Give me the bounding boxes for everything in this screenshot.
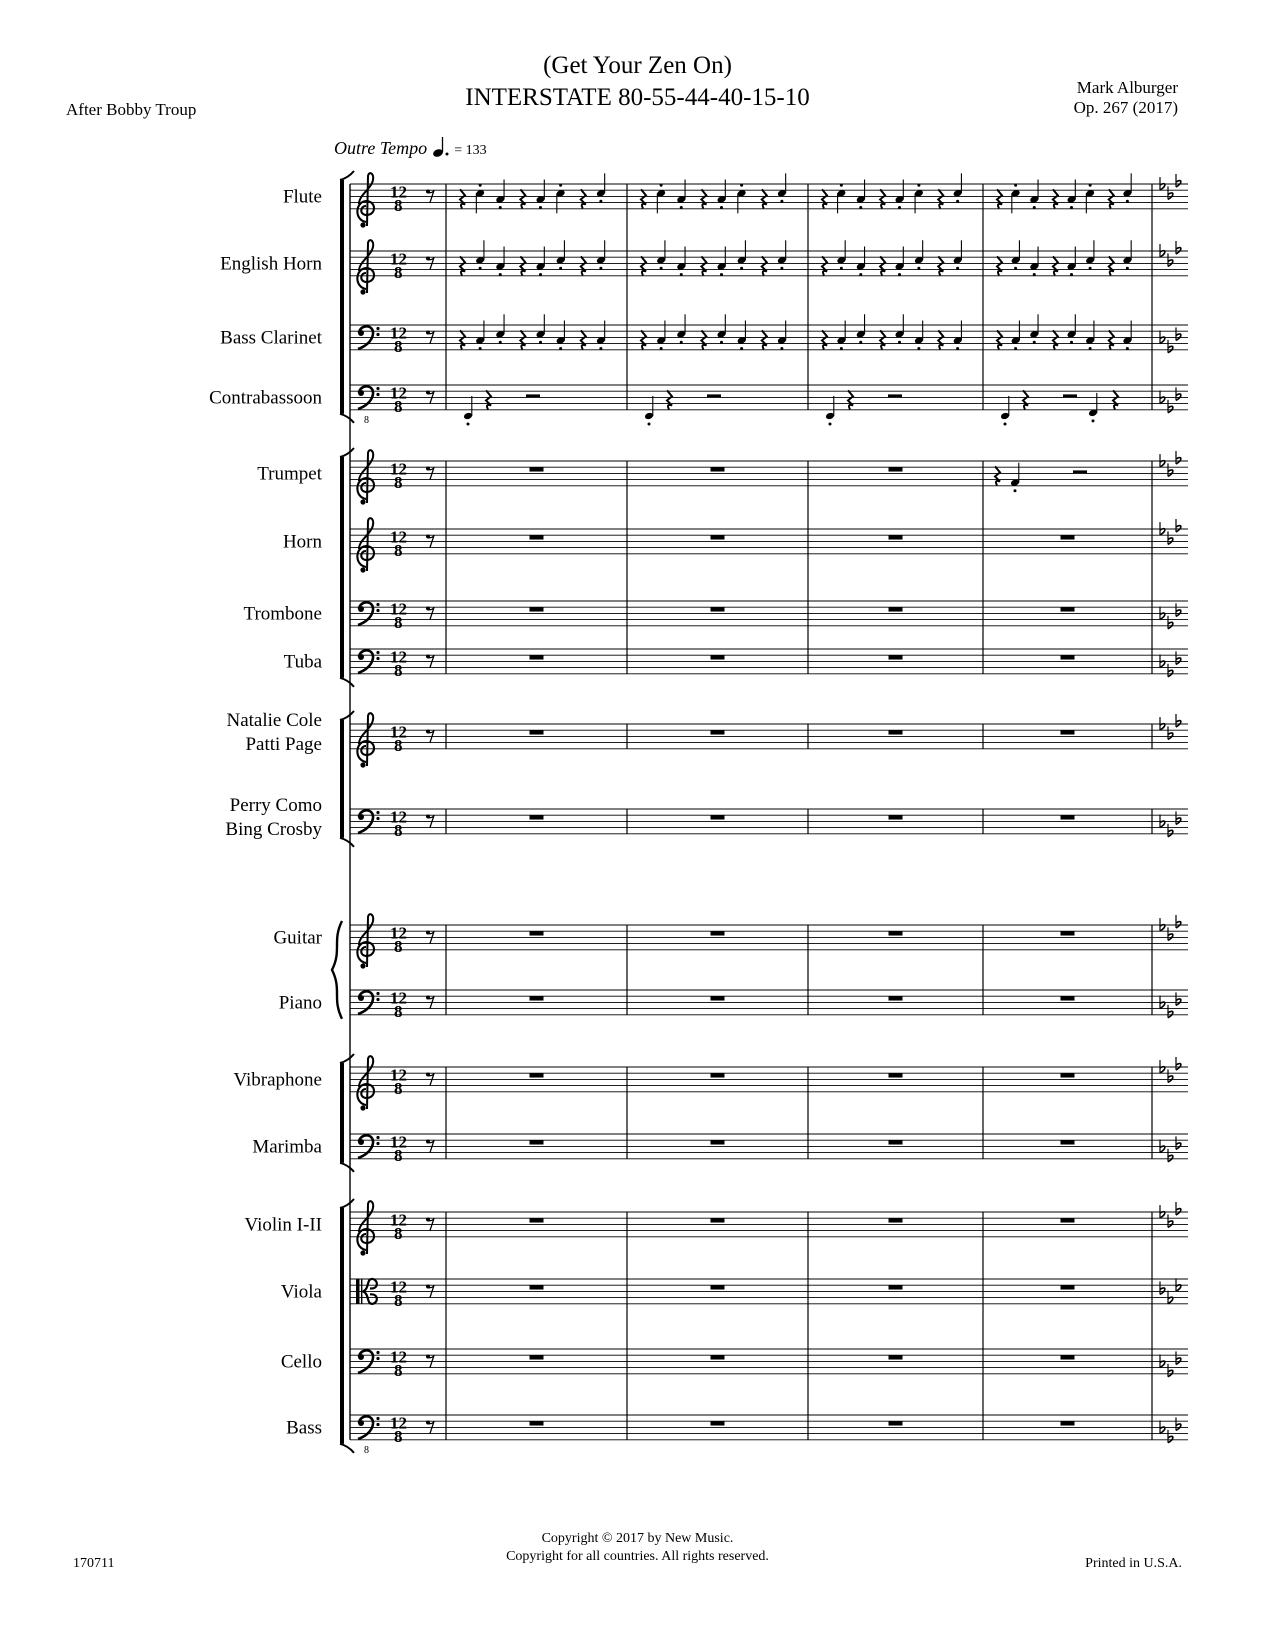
measure-notes [822,314,963,350]
printed-in: Printed in U.S.A. [1085,1556,1182,1571]
time-signature-bottom: 8 [394,660,403,680]
eighth-rest-icon [426,1139,434,1152]
treble-clef-icon [357,713,374,767]
time-signature-top: 12 [390,323,407,343]
tempo-text: Outre Tempo [334,138,428,158]
staff-tuba [284,647,1188,679]
time-signature-top: 12 [390,459,407,479]
flat-icon [1160,451,1181,476]
whole-rest-icon [530,1218,544,1222]
whole-rest-icon [530,655,544,659]
eighth-rest-icon [426,814,434,827]
time-signature-top: 12 [390,527,407,547]
treble-clef-icon [357,914,374,968]
staff-voice-2 [225,795,1188,840]
eighth-rest-icon [426,466,434,479]
instrument-name: Contrabassoon [209,387,322,409]
instrument-name: Bass Clarinet [220,327,322,349]
staff-violin [245,1201,1188,1255]
staff-marimba [252,1132,1188,1164]
whole-rest-icon [530,607,544,611]
copyright-notice [0,1530,1275,1566]
time-signature-bottom: 8 [394,1223,403,1243]
instrument-name: Horn [282,531,322,553]
whole-rest-icon [711,931,725,935]
whole-rest-icon [1061,1421,1075,1425]
whole-rest-icon [530,467,544,471]
time-signature-bottom: 8 [394,472,403,492]
measure-notes [822,240,963,276]
staff-piano [279,988,1188,1020]
time-signature-top: 12 [390,182,407,202]
time-signature-top: 12 [390,1413,407,1433]
instrument-name: Viola [280,1281,322,1303]
staff-bass-clarinet [220,314,1188,356]
time-signature-top: 12 [390,1065,407,1085]
staff-english-horn [220,240,1188,294]
eighth-rest-icon [426,390,434,403]
staff-contrabassoon [209,383,1188,425]
whole-rest-icon [889,730,903,734]
measure-notes [460,173,606,213]
copyright-line-2: Copyright for all countries. All rights reserved. [506,1549,769,1564]
whole-rest-icon [1061,1355,1075,1359]
whole-rest-icon [889,931,903,935]
section-bracket [340,448,354,687]
instrument-name: Vibraphone [233,1069,322,1091]
eighth-rest-icon [426,1072,434,1085]
eighth-rest-icon [426,534,434,547]
piano-brace [332,921,342,1019]
whole-rest-icon [1061,607,1075,611]
time-signature-top: 12 [390,722,407,742]
eighth-rest-icon [426,654,434,667]
whole-rest-icon [530,730,544,734]
flat-icon [1160,174,1181,199]
time-signature-bottom: 8 [394,262,403,282]
instrument-name: Trombone [243,603,322,625]
whole-rest-icon [530,931,544,935]
whole-rest-icon [889,815,903,819]
instrument-name: Marimba [252,1136,322,1158]
eighth-rest-icon [426,1354,434,1367]
whole-rest-icon [530,1421,544,1425]
time-signature-bottom: 8 [394,735,403,755]
whole-rest-icon [711,467,725,471]
whole-rest-icon [530,1355,544,1359]
measure-notes [641,314,787,350]
staff-vibraphone [233,1056,1188,1110]
time-signature-bottom: 8 [394,1426,403,1446]
instrument-name: Bass [286,1417,322,1439]
whole-rest-icon [530,1140,544,1144]
copyright-line-1: Copyright © 2017 by New Music. [541,1531,734,1546]
time-signature-bottom: 8 [394,540,403,560]
whole-rest-icon [530,1073,544,1077]
time-signature-top: 12 [390,1132,407,1152]
whole-rest-icon [889,1073,903,1077]
staff-voice-1 [227,710,1189,768]
whole-rest-icon [1061,1218,1075,1222]
staff-flute [283,173,1188,227]
staff-bass [286,1413,1188,1455]
whole-rest-icon [711,1421,725,1425]
whole-rest-icon [711,535,725,539]
time-signature-bottom: 8 [394,1360,403,1380]
whole-rest-icon [1061,1285,1075,1289]
whole-rest-icon [711,996,725,1000]
measure-notes [1000,390,1118,425]
staff-cello [281,1347,1188,1379]
whole-rest-icon [1061,655,1075,659]
time-signature-top: 12 [390,249,407,269]
whole-rest-icon [1061,535,1075,539]
whole-rest-icon [1061,815,1075,819]
time-signature-top: 12 [390,383,407,403]
opus-number: Op. 267 (2017) [1073,98,1178,117]
time-signature-top: 12 [390,599,407,619]
time-signature-bottom: 8 [394,612,403,632]
whole-rest-icon [711,1355,725,1359]
measure-notes [460,240,606,276]
title-line-1: (Get Your Zen On) [543,52,732,79]
whole-rest-icon [711,607,725,611]
measure-notes [641,240,787,276]
measure-notes [644,390,721,425]
flat-icon [1160,1202,1181,1227]
instrument-name: Guitar [273,927,322,949]
whole-rest-icon [711,1140,725,1144]
instrument-name: Perry Como [229,795,322,816]
time-signature-top: 12 [390,1347,407,1367]
eighth-rest-icon [426,606,434,619]
measure-notes [825,390,902,425]
treble-clef-icon [357,173,374,227]
measure-notes [997,173,1132,213]
flat-icon [1160,241,1181,266]
instrument-name-2: Bing Crosby [225,819,322,840]
eighth-rest-icon [426,330,434,343]
bass-clef-icon [358,1416,380,1455]
composer-name: Mark Alburger [1076,78,1178,97]
whole-rest-icon [889,607,903,611]
treble-clef-icon [357,450,374,504]
time-signature-top: 12 [390,1210,407,1230]
section-bracket [340,711,354,847]
section-bracket [340,1054,354,1172]
whole-rest-icon [530,996,544,1000]
octave-8: 8 [364,414,369,426]
eighth-rest-icon [426,729,434,742]
eighth-rest-icon [426,1217,434,1230]
whole-rest-icon [1061,1073,1075,1077]
instrument-name-2: Patti Page [245,734,322,755]
staff-viola [281,1277,1188,1309]
time-signature-bottom: 8 [394,1145,403,1165]
measure-notes [641,173,787,213]
flat-icon [1160,915,1181,940]
staff-trombone [244,599,1188,631]
whole-rest-icon [1061,1140,1075,1144]
instrument-name: Cello [280,1351,322,1373]
whole-rest-icon [711,1285,725,1289]
footer-id: 170711 [73,1556,115,1571]
instrument-name: Violin I-II [244,1214,322,1236]
treble-clef-icon [357,518,374,572]
eighth-rest-icon [426,1420,434,1433]
whole-rest-icon [530,815,544,819]
eighth-rest-icon [426,1284,434,1297]
after-credit: After Bobby Troup [66,100,197,119]
treble-clef-icon [357,1201,374,1255]
time-signature-bottom: 8 [394,1290,403,1310]
time-signature-bottom: 8 [394,1078,403,1098]
whole-rest-icon [889,1140,903,1144]
whole-rest-icon [889,467,903,471]
whole-rest-icon [530,1285,544,1289]
whole-rest-icon [889,1421,903,1425]
flat-icon [1160,1057,1181,1082]
instrument-name: Natalie Cole [226,710,322,731]
time-signature-bottom: 8 [394,936,403,956]
whole-rest-icon [1061,931,1075,935]
eighth-rest-icon [426,256,434,269]
treble-clef-icon [357,1056,374,1110]
time-signature-top: 12 [390,988,407,1008]
measure-notes [463,390,540,425]
whole-rest-icon [889,1355,903,1359]
measure-notes [997,240,1132,276]
eighth-rest-icon [426,995,434,1008]
treble-clef-icon [357,240,374,294]
whole-rest-icon [711,655,725,659]
whole-rest-icon [889,1218,903,1222]
whole-rest-icon [530,535,544,539]
time-signature-top: 12 [390,923,407,943]
whole-rest-icon [1061,730,1075,734]
time-signature-top: 12 [390,1277,407,1297]
bass-clef-icon [358,386,380,425]
eighth-rest-icon [426,930,434,943]
instrument-name: Trumpet [257,463,322,485]
whole-rest-icon [889,535,903,539]
whole-rest-icon [1061,996,1075,1000]
tempo-bpm: = 133 [454,143,487,158]
time-signature-bottom: 8 [394,1001,403,1021]
time-signature-bottom: 8 [394,820,403,840]
instrument-name: English Horn [220,253,322,275]
time-signature-top: 12 [390,647,407,667]
time-signature-top: 12 [390,807,407,827]
measure-notes [822,173,963,213]
time-signature-bottom: 8 [394,336,403,356]
flat-icon [1160,714,1181,739]
whole-rest-icon [711,815,725,819]
eighth-rest-icon [426,189,434,202]
instrument-name: Piano [278,992,322,1014]
whole-rest-icon [889,1285,903,1289]
time-signature-bottom: 8 [394,195,403,215]
whole-rest-icon [889,996,903,1000]
time-signature-bottom: 8 [394,396,403,416]
staff-horn [283,518,1188,572]
measure-notes [997,314,1132,350]
instrument-name: Tuba [283,651,322,673]
instrument-name: Flute [282,186,322,208]
whole-rest-icon [711,730,725,734]
flat-icon [1160,519,1181,544]
staff-guitar [273,914,1188,968]
measure-notes [460,314,606,350]
whole-rest-icon [889,655,903,659]
octave-8: 8 [364,1444,369,1456]
whole-rest-icon [711,1218,725,1222]
title-line-2: INTERSTATE 80-55-44-40-15-10 [465,84,810,111]
staff-trumpet [257,450,1188,504]
whole-rest-icon [711,1073,725,1077]
